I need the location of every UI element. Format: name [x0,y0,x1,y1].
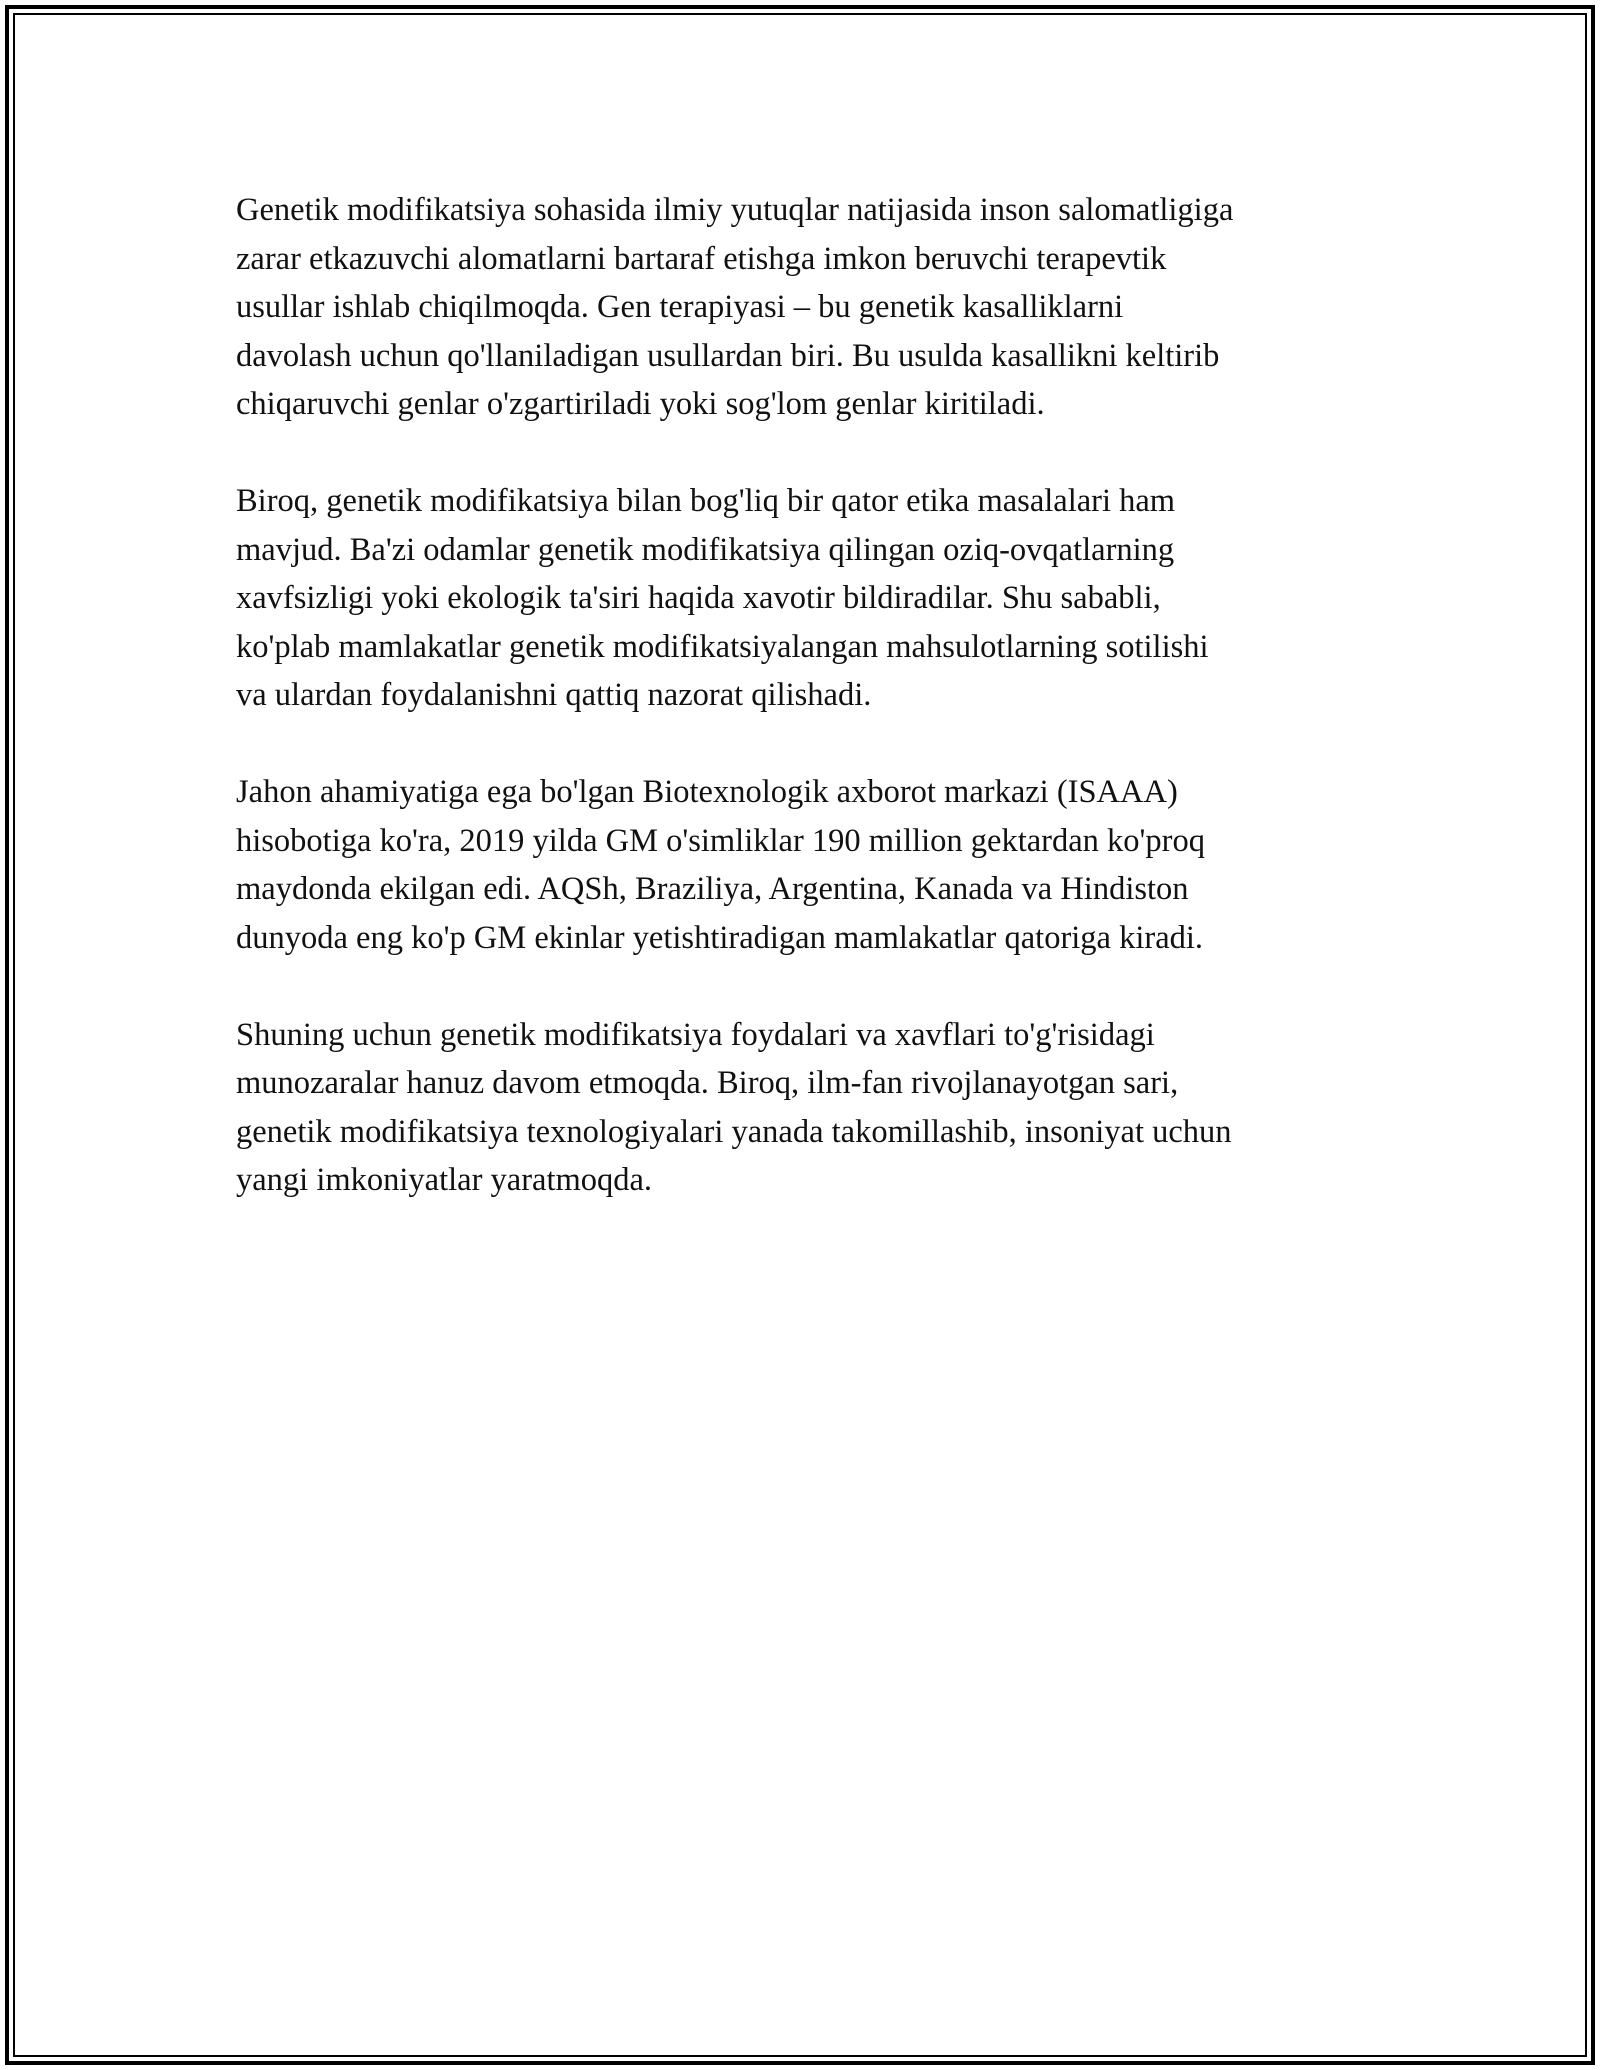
text-line: zarar etkazuvchi alomatlarni bartaraf etishga imkon beruvchi terapevtik [236,240,1167,277]
paragraph-gene-therapy [236,186,1386,429]
text-line: va ulardan foydalanishni qattiq nazorat qilishadi. [236,677,872,713]
text-line: ko'plab mamlakatlar genetik modifikatsiyalangan mahsulotlarning sotilishi [236,628,1209,665]
text-line: Shuning uchun genetik modifikatsiya foydalari va xavflari to'g'risidagi [236,1016,1155,1053]
paragraph-ethics [236,477,1386,720]
text-line: Jahon ahamiyatiga ega bo'lgan Biotexnologik axborot markazi (ISAAA) [236,774,1178,810]
text-line: munozaralar hanuz davom etmoqda. Biroq, ilm-fan rivojlanayotgan sari, [236,1065,1179,1101]
document-body [236,186,1386,1253]
text-line: maydonda ekilgan edi. AQSh, Braziliya, Argentina, Kanada va Hindiston [236,871,1189,907]
text-line: yangi imkoniyatlar yaratmoqda. [236,1162,653,1198]
text-line: mavjud. Ba'zi odamlar genetik modifikatsiya qilingan oziq-ovqatlarning [236,531,1175,568]
text-line: chiqaruvchi genlar o'zgartiriladi yoki sog'lom genlar kiritiladi. [236,386,1045,422]
paragraph-conclusion [236,1011,1386,1205]
text-line: davolash uchun qo'llaniladigan usullardan biri. Bu usulda kasallikni keltirib [236,337,1220,374]
text-line: xavfsizligi yoki ekologik ta'siri haqida xavotir bildiradilar. Shu sababli, [236,580,1161,616]
text-line: Biroq, genetik modifikatsiya bilan bog'liq bir qator etika masalalari ham [236,483,1176,519]
text-line: hisobotiga ko'ra, 2019 yilda GM o'simliklar 190 million gektardan ko'proq [236,822,1205,859]
text-line: usullar ishlab chiqilmoqda. Gen terapiyasi – bu genetik kasalliklarni [236,289,1124,325]
text-line: Genetik modifikatsiya sohasida ilmiy yutuqlar natijasida inson salomatligiga [236,192,1234,228]
text-line: dunyoda eng ko'p GM ekinlar yetishtiradigan mamlakatlar qatoriga kiradi. [236,919,1204,956]
text-line: genetik modifikatsiya texnologiyalari yanada takomillashib, insoniyat uchun [236,1113,1232,1150]
paragraph-isaaa-report [236,768,1386,962]
